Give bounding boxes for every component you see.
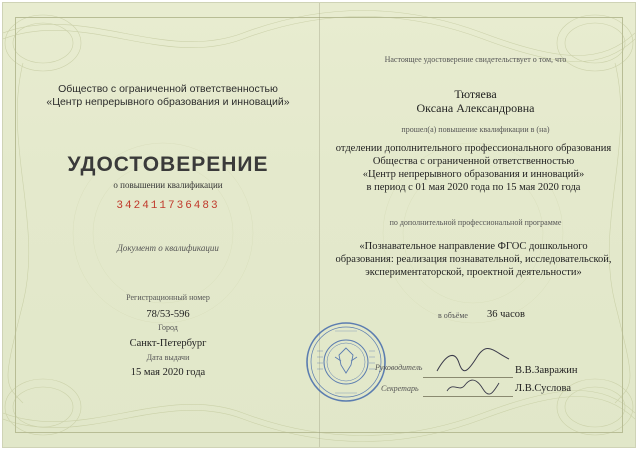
volume-hours: 36 часов <box>487 309 525 320</box>
passed-label: прошел(а) повышение квалификации в (на) <box>401 125 550 134</box>
official-seal <box>305 321 387 403</box>
secretary-name: Л.В.Суслова <box>515 383 571 394</box>
program-line1: «Познавательное направление ФГОС дошкольного <box>359 241 588 252</box>
issue-date-label: Дата выдачи <box>146 353 190 362</box>
document-title: УДОСТОВЕРЕНИЕ <box>67 153 269 176</box>
institution-line2: Общества с ограниченной ответственностью <box>372 156 575 167</box>
head-name: В.В.Завражин <box>515 365 578 376</box>
head-label: Руководитель <box>375 363 423 372</box>
holder-given-names: Оксана Александровна <box>416 101 535 115</box>
holder-surname: Тютяева <box>454 87 497 101</box>
training-period: в период с 01 мая 2020 года по 15 мая 2020 года <box>366 182 581 193</box>
volume-label: в объёме <box>438 311 468 320</box>
program-line2: образования: реализация познавательной, исследовательской, <box>335 254 612 265</box>
city-label: Город <box>158 323 178 332</box>
registration-label: Регистрационный номер <box>126 293 210 302</box>
program-label: по дополнительной профессиональной программе <box>389 218 562 227</box>
registration-number: 78/53-596 <box>146 309 190 320</box>
city: Санкт-Петербург <box>129 338 207 349</box>
certificate <box>3 3 635 447</box>
serial-number: 342411736483 <box>116 200 220 212</box>
institution-line1: отделении дополнительного профессионального образования <box>335 143 612 154</box>
program-line3: экспериментаторской, проектной деятельности» <box>365 267 582 278</box>
secretary-signature-line <box>423 396 513 397</box>
secretary-label: Секретарь <box>381 384 419 393</box>
document-subtitle: о повышении квалификации <box>113 180 223 190</box>
document-type-label: Документ о квалификации <box>117 243 219 253</box>
org-name-line2: «Центр непрерывного образования и инноваций» <box>46 96 290 108</box>
issue-date: 15 мая 2020 года <box>130 367 206 378</box>
intro-text: Настоящее удостоверение свидетельствует о том, что <box>384 55 567 64</box>
institution-line3: «Центр непрерывного образования и инноваций» <box>362 169 585 180</box>
org-name-line1: Общество с ограниченной ответственностью <box>58 83 278 95</box>
